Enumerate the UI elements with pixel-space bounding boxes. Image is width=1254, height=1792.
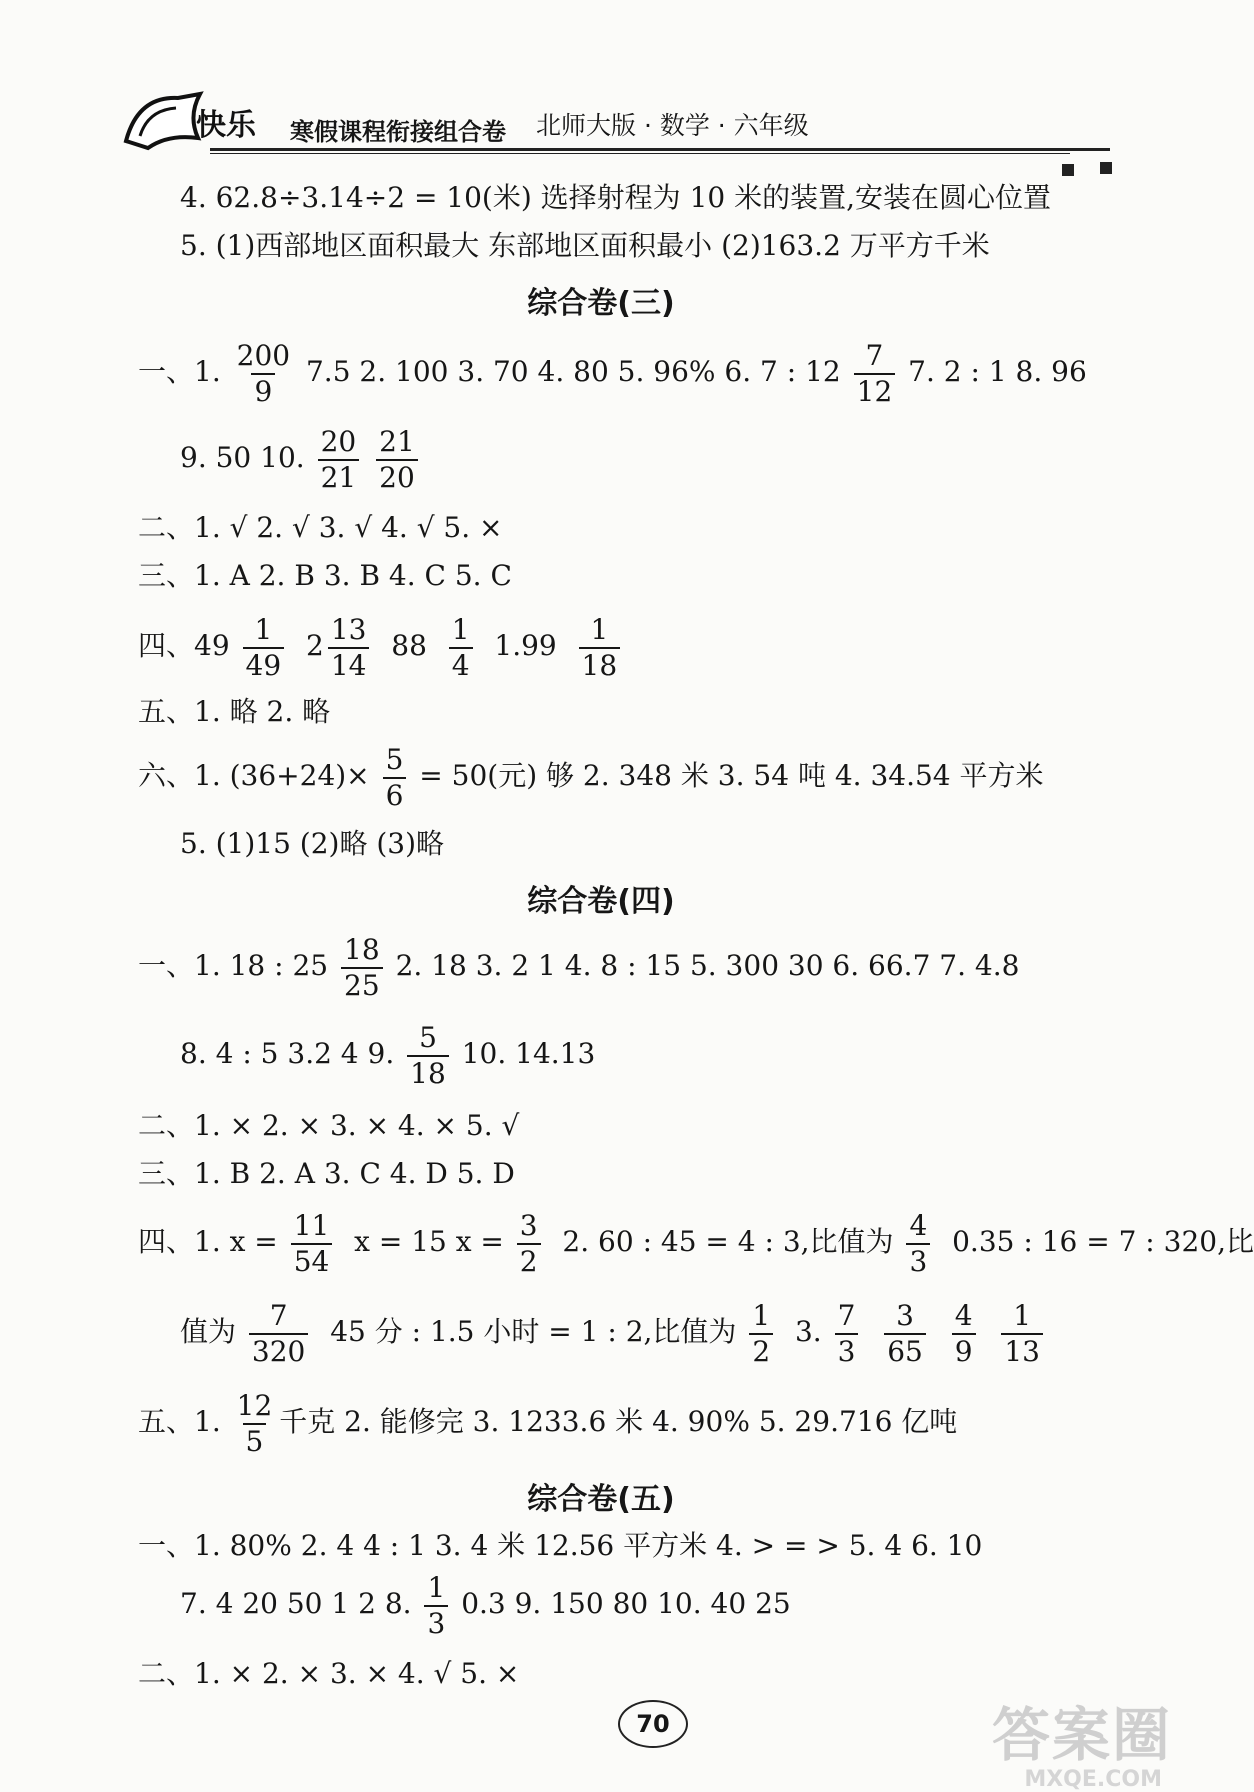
s3-part2: 二、1. √ 2. √ 3. √ 4. √ 5. × — [138, 511, 503, 544]
header-rule-thin — [210, 153, 1070, 154]
fraction: $\frac{7}{320}$ — [249, 1302, 308, 1366]
fraction: $\frac{20}{21}$ — [318, 428, 360, 492]
answer-line-5: 5. (1)西部地区面积最大 东部地区面积最小 (2)163.2 万平方千米 — [180, 229, 990, 262]
fraction: $\frac{4}{3}$ — [906, 1212, 930, 1276]
watermark-logo: 答案圈 — [991, 1701, 1172, 1769]
section-title-4: 综合卷(四) — [527, 884, 675, 919]
s3-part6-line1: 六、1. (36+24)× $\frac{5}{6}$ = 50(元) 够 2. 348 米 3. 54 吨 4. 34.54 平方米 — [138, 742, 1044, 812]
fraction: $\frac{5}{6}$ — [383, 746, 407, 810]
fraction: $\frac{1}{18}$ — [579, 616, 621, 680]
fraction: $\frac{21}{20}$ — [376, 428, 418, 492]
s3-part1-line1: 一、1. $\frac{200}{9}$ 7.5 2. 100 3. 70 4. 80 5. 96% 6. 7 : 12 $\frac{7}{12}$ 7. 2 : 1 8. 96 — [138, 338, 1087, 408]
header-square-1 — [1062, 164, 1074, 176]
s4-part1-line2: 8. 4 : 5 3.2 4 9. $\frac{5}{18}$ 10. 14.13 — [180, 1020, 596, 1090]
fraction: $\frac{4}{9}$ — [952, 1302, 976, 1366]
s3-part1-line2: 9. 50 10. $\frac{20}{21}$ $\frac{21}{20}$ — [180, 422, 422, 494]
s5-part1-line2: 7. 4 20 50 1 2 8. $\frac{1}{3}$ 0.3 9. 150 80 10. 40 25 — [180, 1570, 791, 1640]
page-number: 70 — [618, 1700, 688, 1748]
watermark-url: MXQE.COM — [1024, 1767, 1162, 1792]
fraction: $\frac{3}{2}$ — [517, 1212, 541, 1276]
fraction: $\frac{1}{49}$ — [243, 616, 285, 680]
s4-part4-line2: 值为 $\frac{7}{320}$ 45 分 : 1.5 小时 = 1 : 2,比值为 $\frac{1}{2}$ 3. $\frac{7}{3}$ $\frac{3}{65}$ $\frac{4}{9}$ $\frac{1}{13}$ — [180, 1296, 1047, 1368]
fraction: $\frac{7}{3}$ — [835, 1302, 859, 1366]
s3-part6-line2: 5. (1)15 (2)略 (3)略 — [180, 827, 445, 860]
fraction: $\frac{1}{4}$ — [449, 616, 473, 680]
fraction: $\frac{13}{14}$ — [328, 616, 370, 680]
s3-part3: 三、1. A 2. B 3. B 4. C 5. C — [138, 559, 512, 592]
fraction: $\frac{1}{3}$ — [424, 1574, 448, 1638]
fraction: $\frac{18}{25}$ — [341, 936, 383, 1000]
s3-part4: 四、49 $\frac{1}{49}$ 2 $\frac{13}{14}$ 88 $\frac{1}{4}$ 1.99 $\frac{1}{18}$ — [138, 610, 624, 682]
fraction: $\frac{12}{5}$ — [236, 1388, 273, 1458]
s3-part5: 五、1. 略 2. 略 — [138, 695, 331, 728]
fraction: $\frac{1}{2}$ — [749, 1302, 773, 1366]
fraction: $\frac{7}{12}$ — [854, 342, 896, 406]
s5-part2: 二、1. × 2. × 3. × 4. √ 5. × — [138, 1657, 520, 1690]
section-title-5: 综合卷(五) — [527, 1482, 675, 1517]
logo-graphic — [118, 86, 208, 156]
s4-part3: 三、1. B 2. A 3. C 4. D 5. D — [138, 1157, 515, 1190]
fraction: $\frac{3}{65}$ — [884, 1302, 926, 1366]
header-subtitle: 寒假课程衔接组合卷 — [290, 118, 506, 146]
fraction: $\frac{11}{54}$ — [291, 1212, 333, 1276]
s4-part4-line1: 四、1. x = $\frac{11}{54}$ x = 15 x = $\frac{3}{2}$ 2. 60 : 45 = 4 : 3,比值为 $\frac{4}{3}$ 0.35 : 16 = 7 : 320,比 — [138, 1208, 1254, 1278]
section-title-3: 综合卷(三) — [527, 286, 675, 321]
fraction: $\frac{200}{9}$ — [236, 338, 291, 408]
s4-part2: 二、1. × 2. × 3. × 4. × 5. √ — [138, 1109, 520, 1142]
answer-line-4: 4. 62.8÷3.14÷2 = 10(米) 选择射程为 10 米的装置,安装在圆心位置 — [180, 181, 1052, 214]
fraction: $\frac{1}{13}$ — [1001, 1302, 1043, 1366]
header-logo-text: 快乐 — [196, 108, 256, 143]
s5-part1-line1: 一、1. 80% 2. 4 4 : 1 3. 4 米 12.56 平方米 4. > = > 5. 4 6. 10 — [138, 1529, 983, 1562]
header-rule — [210, 148, 1110, 151]
s4-part1-line1: 一、1. 18 : 25 $\frac{18}{25}$ 2. 18 3. 2 1 4. 8 : 15 5. 300 30 6. 66.7 7. 4.8 — [138, 932, 1020, 1002]
header-square-2 — [1100, 162, 1112, 174]
fraction: $\frac{5}{18}$ — [407, 1024, 449, 1088]
s4-part5: 五、1. $\frac{12}{5}$ 千克 2. 能修完 3. 1233.6 米 4. 90% 5. 29.716 亿吨 — [138, 1388, 958, 1458]
header-edition: 北师大版 · 数学 · 六年级 — [536, 111, 809, 140]
